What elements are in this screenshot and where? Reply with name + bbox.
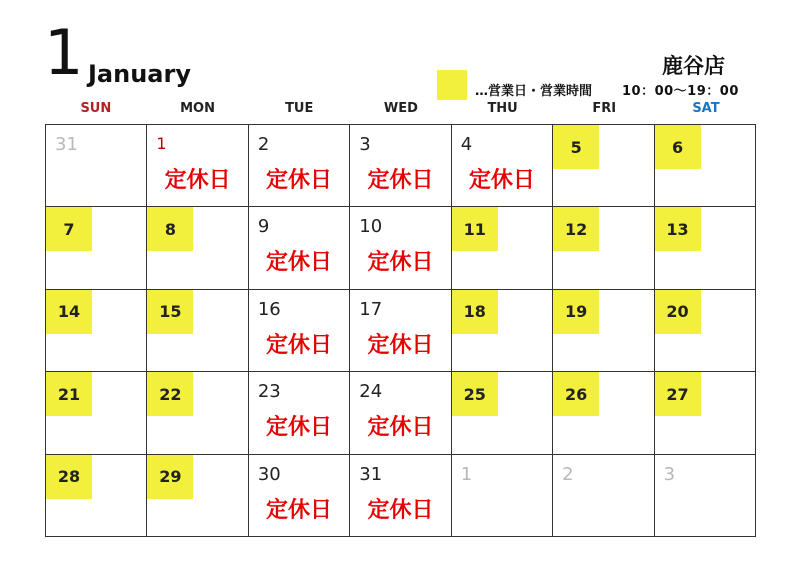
day-number: 31 (359, 463, 383, 485)
day-number: 23 (257, 381, 281, 403)
day-number: 3 (359, 134, 371, 155)
day-number: 18 (452, 290, 498, 334)
calendar-day-cell (553, 125, 654, 207)
calendar-day-cell (249, 207, 350, 289)
calendar-day-cell (452, 125, 553, 207)
day-number: 11 (452, 207, 498, 251)
closed-day-label: 定休日 (266, 168, 333, 193)
calendar-day-cell (46, 455, 147, 537)
closed-day-label: 定休日 (367, 415, 434, 441)
store-name: 鹿谷店 (662, 54, 725, 78)
calendar-day-cell (249, 125, 350, 207)
calendar-day-cell (350, 372, 451, 454)
month-number: 1 (44, 16, 84, 89)
calendar-day-cell (147, 125, 248, 207)
day-number: 30 (257, 463, 281, 485)
day-number: 9 (257, 216, 270, 238)
weekday-mon: MON (180, 101, 215, 116)
calendar-day-cell (553, 455, 654, 537)
closed-day-label: 定休日 (367, 497, 434, 523)
calendar-day-cell (46, 290, 147, 372)
calendar-day-cell (249, 455, 350, 537)
weekday-fri: FRI (592, 101, 617, 116)
calendar-day-cell (655, 125, 756, 207)
day-number: 1 (460, 463, 473, 485)
calendar-day-cell (147, 290, 248, 372)
day-number: 12 (553, 207, 599, 251)
calendar-day-cell (147, 455, 248, 537)
closed-day-label: 定休日 (266, 497, 333, 523)
closed-day-label: 定休日 (266, 332, 333, 358)
day-number: 1 (156, 134, 167, 153)
calendar-day-cell (350, 455, 451, 537)
closed-day-label: 定休日 (266, 415, 333, 441)
calendar-day-cell (655, 290, 756, 372)
calendar-day-cell (452, 372, 553, 454)
day-number: 6 (655, 125, 701, 169)
calendar-grid (45, 124, 756, 537)
closed-day-label: 定休日 (468, 168, 535, 193)
weekday-tue: TUE (285, 101, 314, 116)
day-number: 24 (359, 381, 383, 403)
day-number: 5 (553, 125, 599, 169)
day-number: 22 (147, 372, 193, 416)
day-number: 28 (46, 455, 92, 499)
day-number: 27 (655, 372, 701, 416)
day-number: 2 (562, 463, 574, 485)
weekday-thu: THU (487, 101, 518, 116)
closed-day-label: 定休日 (367, 332, 434, 358)
calendar-day-cell (655, 207, 756, 289)
weekday-sat: SAT (692, 101, 720, 116)
month-name: January (88, 60, 191, 88)
day-number: 19 (553, 290, 599, 334)
calendar-day-cell (249, 372, 350, 454)
calendar-day-cell (655, 455, 756, 537)
legend-swatch (437, 70, 467, 100)
day-number: 21 (46, 372, 92, 416)
day-number: 4 (460, 134, 473, 155)
day-number: 15 (147, 290, 193, 334)
day-number: 7 (46, 207, 92, 251)
calendar-day-cell (350, 207, 451, 289)
calendar-day-cell (147, 372, 248, 454)
weekday-sun: SUN (80, 101, 112, 116)
calendar-day-cell (249, 290, 350, 372)
closed-day-label: 定休日 (367, 250, 434, 276)
calendar-day-cell (147, 207, 248, 289)
day-number: 8 (147, 207, 193, 251)
day-number: 2 (257, 134, 270, 155)
day-number: 20 (655, 290, 701, 334)
calendar-day-cell (350, 125, 451, 207)
calendar-day-cell (452, 207, 553, 289)
calendar-day-cell (553, 290, 654, 372)
day-number: 29 (147, 455, 193, 499)
calendar-day-cell (452, 455, 553, 537)
legend-label: …営業日・営業時間 (475, 84, 593, 99)
calendar-day-cell (46, 125, 147, 207)
calendar-day-cell (46, 372, 147, 454)
calendar-day-cell (46, 207, 147, 289)
calendar-day-cell (553, 372, 654, 454)
day-number: 14 (46, 290, 92, 334)
day-number: 16 (257, 298, 281, 320)
day-number: 10 (359, 216, 383, 238)
business-hours: 10：00～19：00 (622, 84, 739, 99)
calendar-day-cell (553, 207, 654, 289)
calendar-day-cell (452, 290, 553, 372)
day-number: 17 (359, 298, 383, 320)
closed-day-label: 定休日 (367, 168, 434, 193)
day-number: 3 (663, 463, 676, 485)
weekday-wed: WED (383, 101, 418, 116)
day-number: 25 (452, 372, 498, 416)
day-number: 31 (55, 134, 78, 155)
calendar-day-cell (350, 290, 451, 372)
calendar-day-cell (655, 372, 756, 454)
closed-day-label: 定休日 (266, 250, 333, 276)
weekday-header (45, 101, 757, 116)
day-number: 26 (553, 372, 599, 416)
closed-day-label: 定休日 (164, 168, 231, 193)
day-number: 13 (655, 207, 701, 251)
